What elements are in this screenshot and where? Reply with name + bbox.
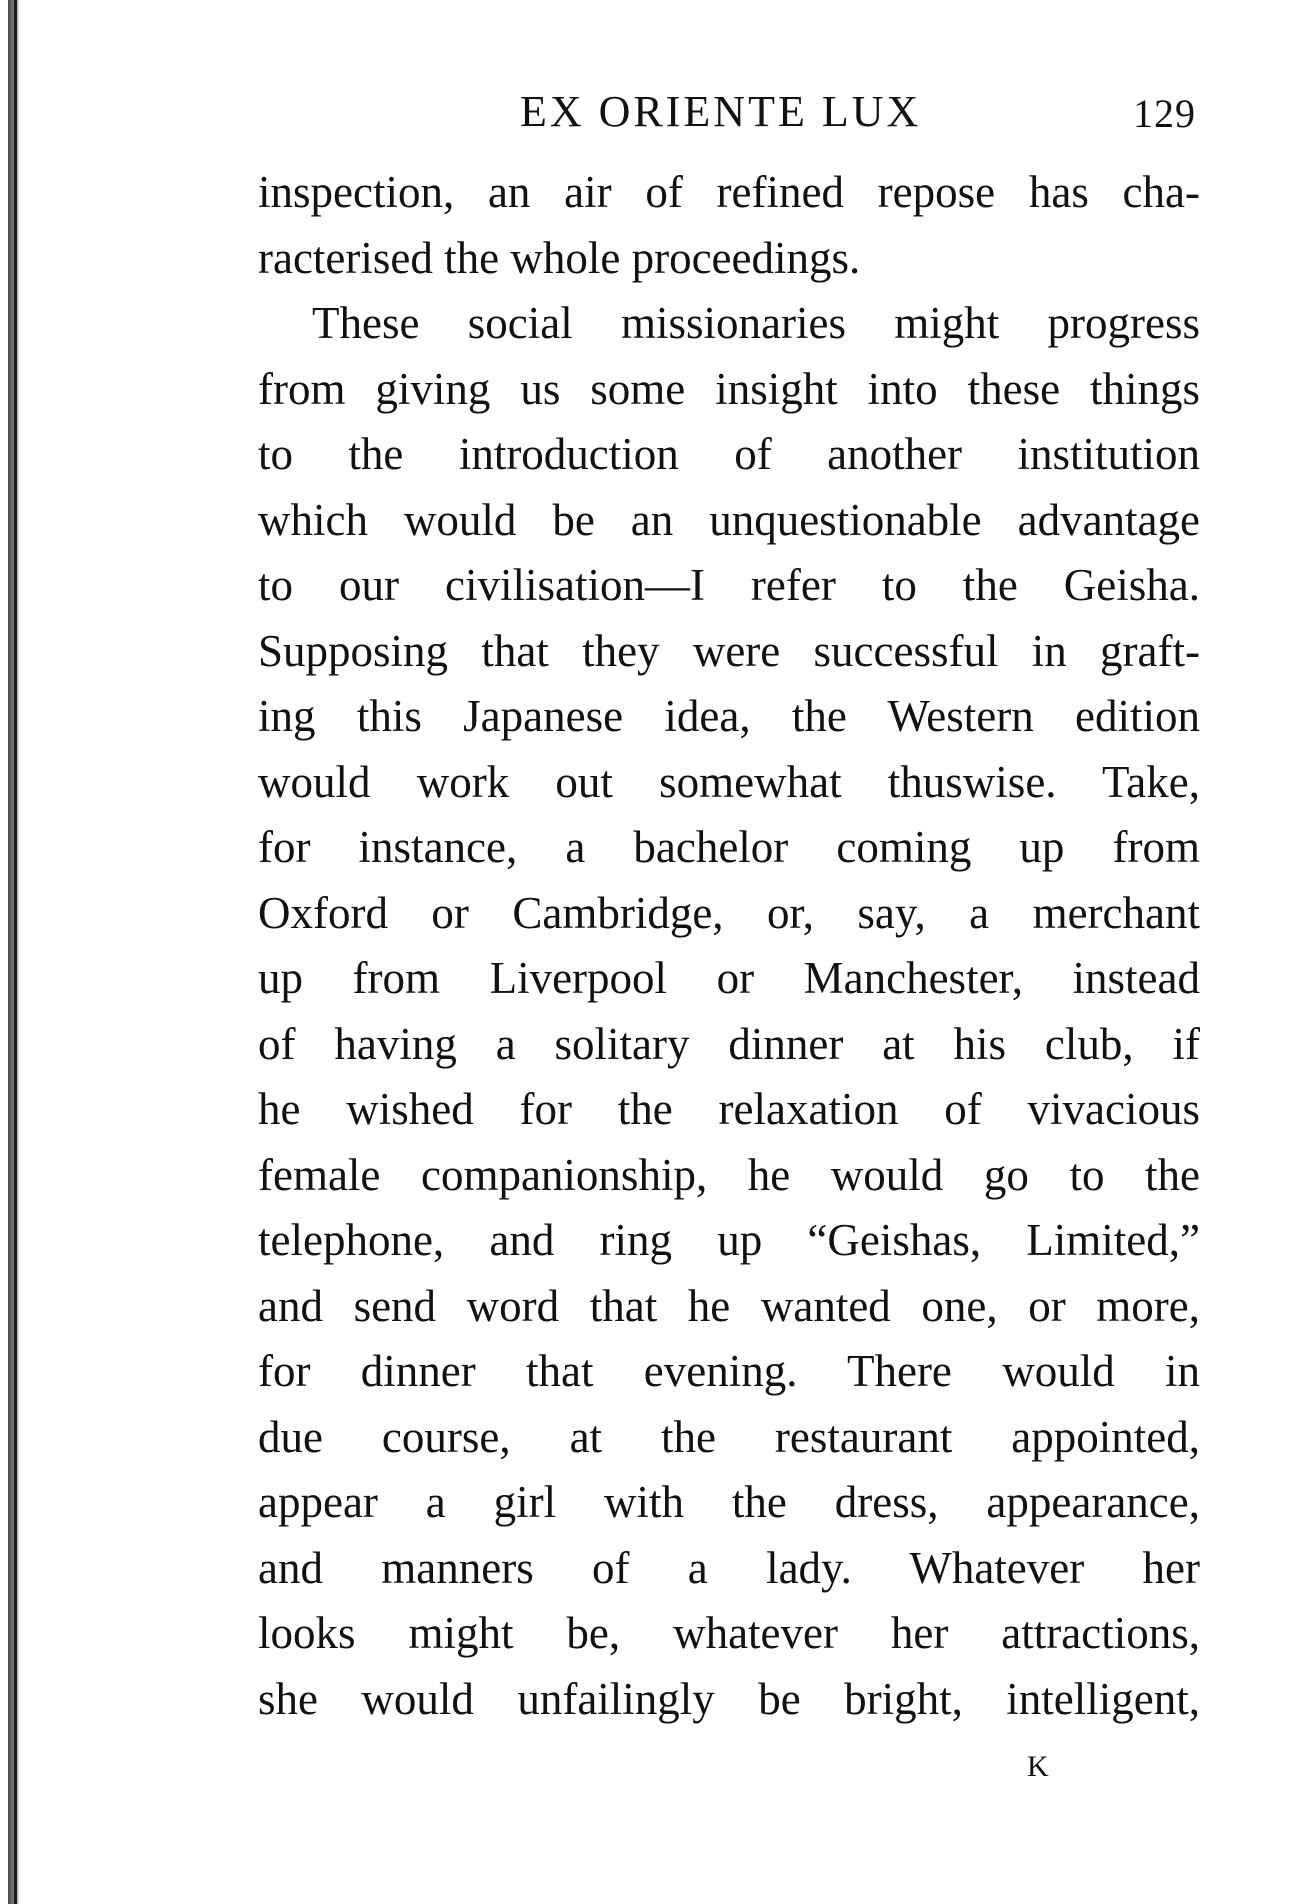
text-line: of having a solitary dinner at his club, if xyxy=(258,1018,1200,1069)
running-head xyxy=(0,86,1309,146)
text-line: ing this Japanese idea, the Western edition xyxy=(258,691,1200,741)
text-line: Supposing that they were successful in graft- xyxy=(258,625,1200,676)
text-line: due course, at the restaurant appointed, xyxy=(258,1411,1200,1462)
text-line: inspection, an air of refined repose has cha- xyxy=(258,167,1200,217)
text-line: looks might be, whatever her attractions, xyxy=(258,1608,1200,1658)
text-line: would work out somewhat thuswise. Take, xyxy=(258,756,1200,807)
text-line: up from Liverpool or Manchester, instead xyxy=(258,953,1200,1003)
text-line: from giving us some insight into these things xyxy=(258,363,1200,414)
text-line: to our civilisation—I refer to the Geisha. xyxy=(258,560,1200,610)
text-line: racterised the whole proceedings. xyxy=(258,232,861,283)
binding-shadow xyxy=(14,0,17,1904)
text-line: to the introduction of another institution xyxy=(258,429,1200,479)
text-line: he wished for the relaxation of vivacious xyxy=(258,1084,1200,1134)
text-line: female companionship, he would go to the xyxy=(258,1149,1200,1200)
text-line: which would be an unquestionable advantage xyxy=(258,494,1200,545)
text-line: and manners of a lady. Whatever her xyxy=(258,1542,1200,1593)
text-line: and send word that he wanted one, or more, xyxy=(258,1280,1200,1331)
body-text xyxy=(258,160,1200,1732)
text-line: she would unfailingly be bright, intelligent, xyxy=(258,1673,1200,1724)
text-line: appear a girl with the dress, appearance, xyxy=(258,1477,1200,1527)
page-number: 129 xyxy=(1133,91,1196,136)
text-line: telephone, and ring up “Geishas, Limited,” xyxy=(258,1215,1200,1265)
text-line: for instance, a bachelor coming up from xyxy=(258,822,1200,872)
running-title: EX ORIENTE LUX xyxy=(520,87,922,136)
text-line: for dinner that evening. There would in xyxy=(258,1346,1200,1396)
text-line: Oxford or Cambridge, or, say, a merchant xyxy=(258,887,1200,938)
signature-mark: K xyxy=(1027,1750,1050,1783)
paragraph-start-line: These social missionaries might progress xyxy=(312,298,1200,348)
